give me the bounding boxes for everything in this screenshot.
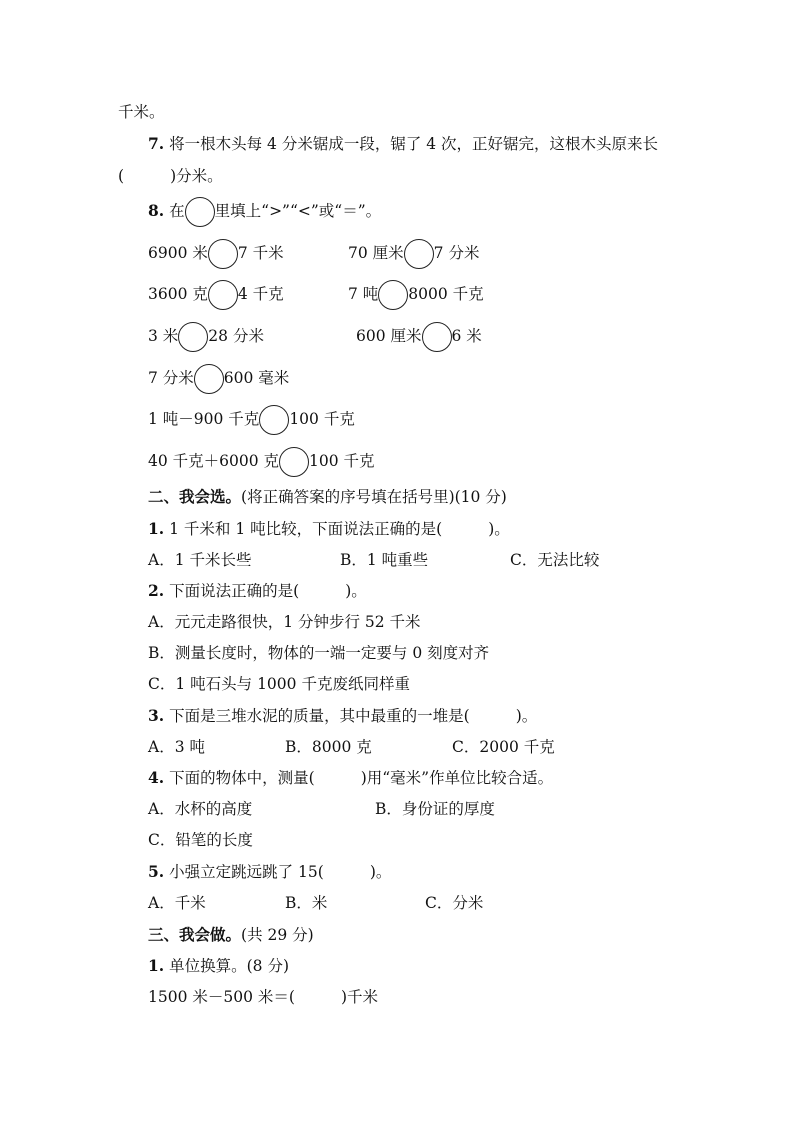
compare-circle[interactable] <box>279 447 309 477</box>
compare-circle[interactable] <box>378 280 408 310</box>
option[interactable]: C．分米 <box>425 894 484 912</box>
compare-left: 6900 米 <box>148 244 208 262</box>
section-2-heading <box>148 487 507 507</box>
compare-right: 600 毫米 <box>223 369 290 387</box>
question-stem: 下面的物体中，测量( <box>169 769 315 787</box>
compare-circle[interactable] <box>208 280 238 310</box>
question-8 <box>148 201 381 221</box>
compare-item <box>356 326 482 346</box>
compare-right: 6 米 <box>451 327 482 345</box>
question-number: 4. <box>148 768 165 787</box>
question-text: 将一根木头每 4 分米锯成一段，锯了 4 次，正好锯完，这根木头原来长 <box>169 135 659 153</box>
option[interactable]: B．8000 克 <box>285 738 372 756</box>
option[interactable]: B．测量长度时，物体的一端一定要与 0 刻度对齐 <box>148 644 490 662</box>
question-7-line2 <box>118 166 223 186</box>
compare-item <box>148 451 375 471</box>
compare-item <box>348 284 484 304</box>
mc-question-1 <box>148 519 510 539</box>
compare-circle[interactable] <box>259 405 289 435</box>
compare-circle[interactable] <box>422 322 452 352</box>
question-stem: 下面是三堆水泥的质量，其中最重的一堆是( <box>169 707 470 725</box>
compare-right: 8000 千克 <box>408 285 484 303</box>
question-stem: 1 千米和 1 吨比较，下面说法正确的是( <box>169 520 443 538</box>
q6-tail: 千米。 <box>118 103 165 121</box>
question-7 <box>148 134 658 154</box>
question-stem: 下面说法正确的是( <box>169 582 300 600</box>
section-title: 三、我会做。 <box>148 925 242 944</box>
question-close: )。 <box>488 520 510 538</box>
compare-item <box>148 284 284 304</box>
mc-question-2 <box>148 581 367 601</box>
option[interactable]: B．米 <box>285 894 328 912</box>
section-title: 二、我会选。 <box>148 487 242 506</box>
compare-item <box>148 243 284 263</box>
compare-circle[interactable] <box>208 239 238 269</box>
compare-circle[interactable] <box>404 239 434 269</box>
compare-item <box>148 409 355 429</box>
mc-question-3 <box>148 706 537 726</box>
compare-right: 28 分米 <box>208 327 264 345</box>
question-stem: 小强立定跳远跳了 15( <box>169 863 324 881</box>
compare-item <box>348 243 479 263</box>
question-close: )用“毫米”作单位比较合适。 <box>360 769 554 787</box>
question-text-post: 里填上“>”“<”或“＝”。 <box>214 202 382 220</box>
compare-right: 100 千克 <box>309 452 375 470</box>
compare-circle[interactable] <box>178 322 208 352</box>
option[interactable]: C．铅笔的长度 <box>148 831 253 849</box>
compare-right: 100 千克 <box>289 410 355 428</box>
paren-open: ( <box>118 167 125 185</box>
compare-left: 40 千克＋6000 克 <box>148 452 280 470</box>
option[interactable]: A．1 千米长些 <box>148 551 252 569</box>
option[interactable]: C．2000 千克 <box>452 738 555 756</box>
compare-right: 7 分米 <box>433 244 480 262</box>
question-text: 单位换算。(8 分) <box>169 957 290 975</box>
mc-question-5 <box>148 862 391 882</box>
conversion-right: )千米 <box>340 988 378 1006</box>
question-number: 2. <box>148 581 165 600</box>
compare-left: 1 吨－900 千克 <box>148 410 260 428</box>
compare-left: 70 厘米 <box>348 244 404 262</box>
question-close: )。 <box>369 863 392 881</box>
conversion-left: 1500 米－500 米＝( <box>148 988 295 1006</box>
compare-left: 3 米 <box>148 327 179 345</box>
option[interactable]: A．千米 <box>148 894 206 912</box>
section-note: (共 29 分) <box>241 926 314 944</box>
section-3-question-1 <box>148 956 289 976</box>
paren-close: )分米。 <box>170 167 223 185</box>
compare-circle[interactable] <box>194 364 224 394</box>
option[interactable]: B．身份证的厚度 <box>375 800 495 818</box>
compare-item <box>148 368 289 388</box>
option[interactable]: A．水杯的高度 <box>148 800 253 818</box>
compare-right: 4 千克 <box>237 285 284 303</box>
circle-icon <box>185 197 215 227</box>
compare-left: 3600 克 <box>148 285 208 303</box>
option[interactable]: A．元元走路很快，1 分钟步行 52 千米 <box>148 613 421 631</box>
conversion-item <box>148 987 378 1007</box>
mc-question-4 <box>148 768 553 788</box>
question-number: 1. <box>148 519 165 538</box>
question-close: )。 <box>345 582 367 600</box>
option[interactable]: A．3 吨 <box>148 738 205 756</box>
compare-item <box>148 326 264 346</box>
question-number: 1. <box>148 956 165 975</box>
question-number: 8. <box>148 201 165 220</box>
option[interactable]: B．1 吨重些 <box>340 551 429 569</box>
question-text-pre: 在 <box>169 202 185 220</box>
question-number: 5. <box>148 862 165 881</box>
section-note: (将正确答案的序号填在括号里)(10 分) <box>241 488 507 506</box>
question-close: )。 <box>515 707 538 725</box>
question-number: 7. <box>148 134 165 153</box>
compare-left: 7 分米 <box>148 369 194 387</box>
compare-right: 7 千米 <box>237 244 284 262</box>
option[interactable]: C．无法比较 <box>510 551 600 569</box>
section-3-heading <box>148 925 314 945</box>
compare-left: 600 厘米 <box>356 327 422 345</box>
option[interactable]: C．1 吨石头与 1000 千克废纸同样重 <box>148 675 410 693</box>
question-number: 3. <box>148 706 165 725</box>
compare-left: 7 吨 <box>348 285 379 303</box>
